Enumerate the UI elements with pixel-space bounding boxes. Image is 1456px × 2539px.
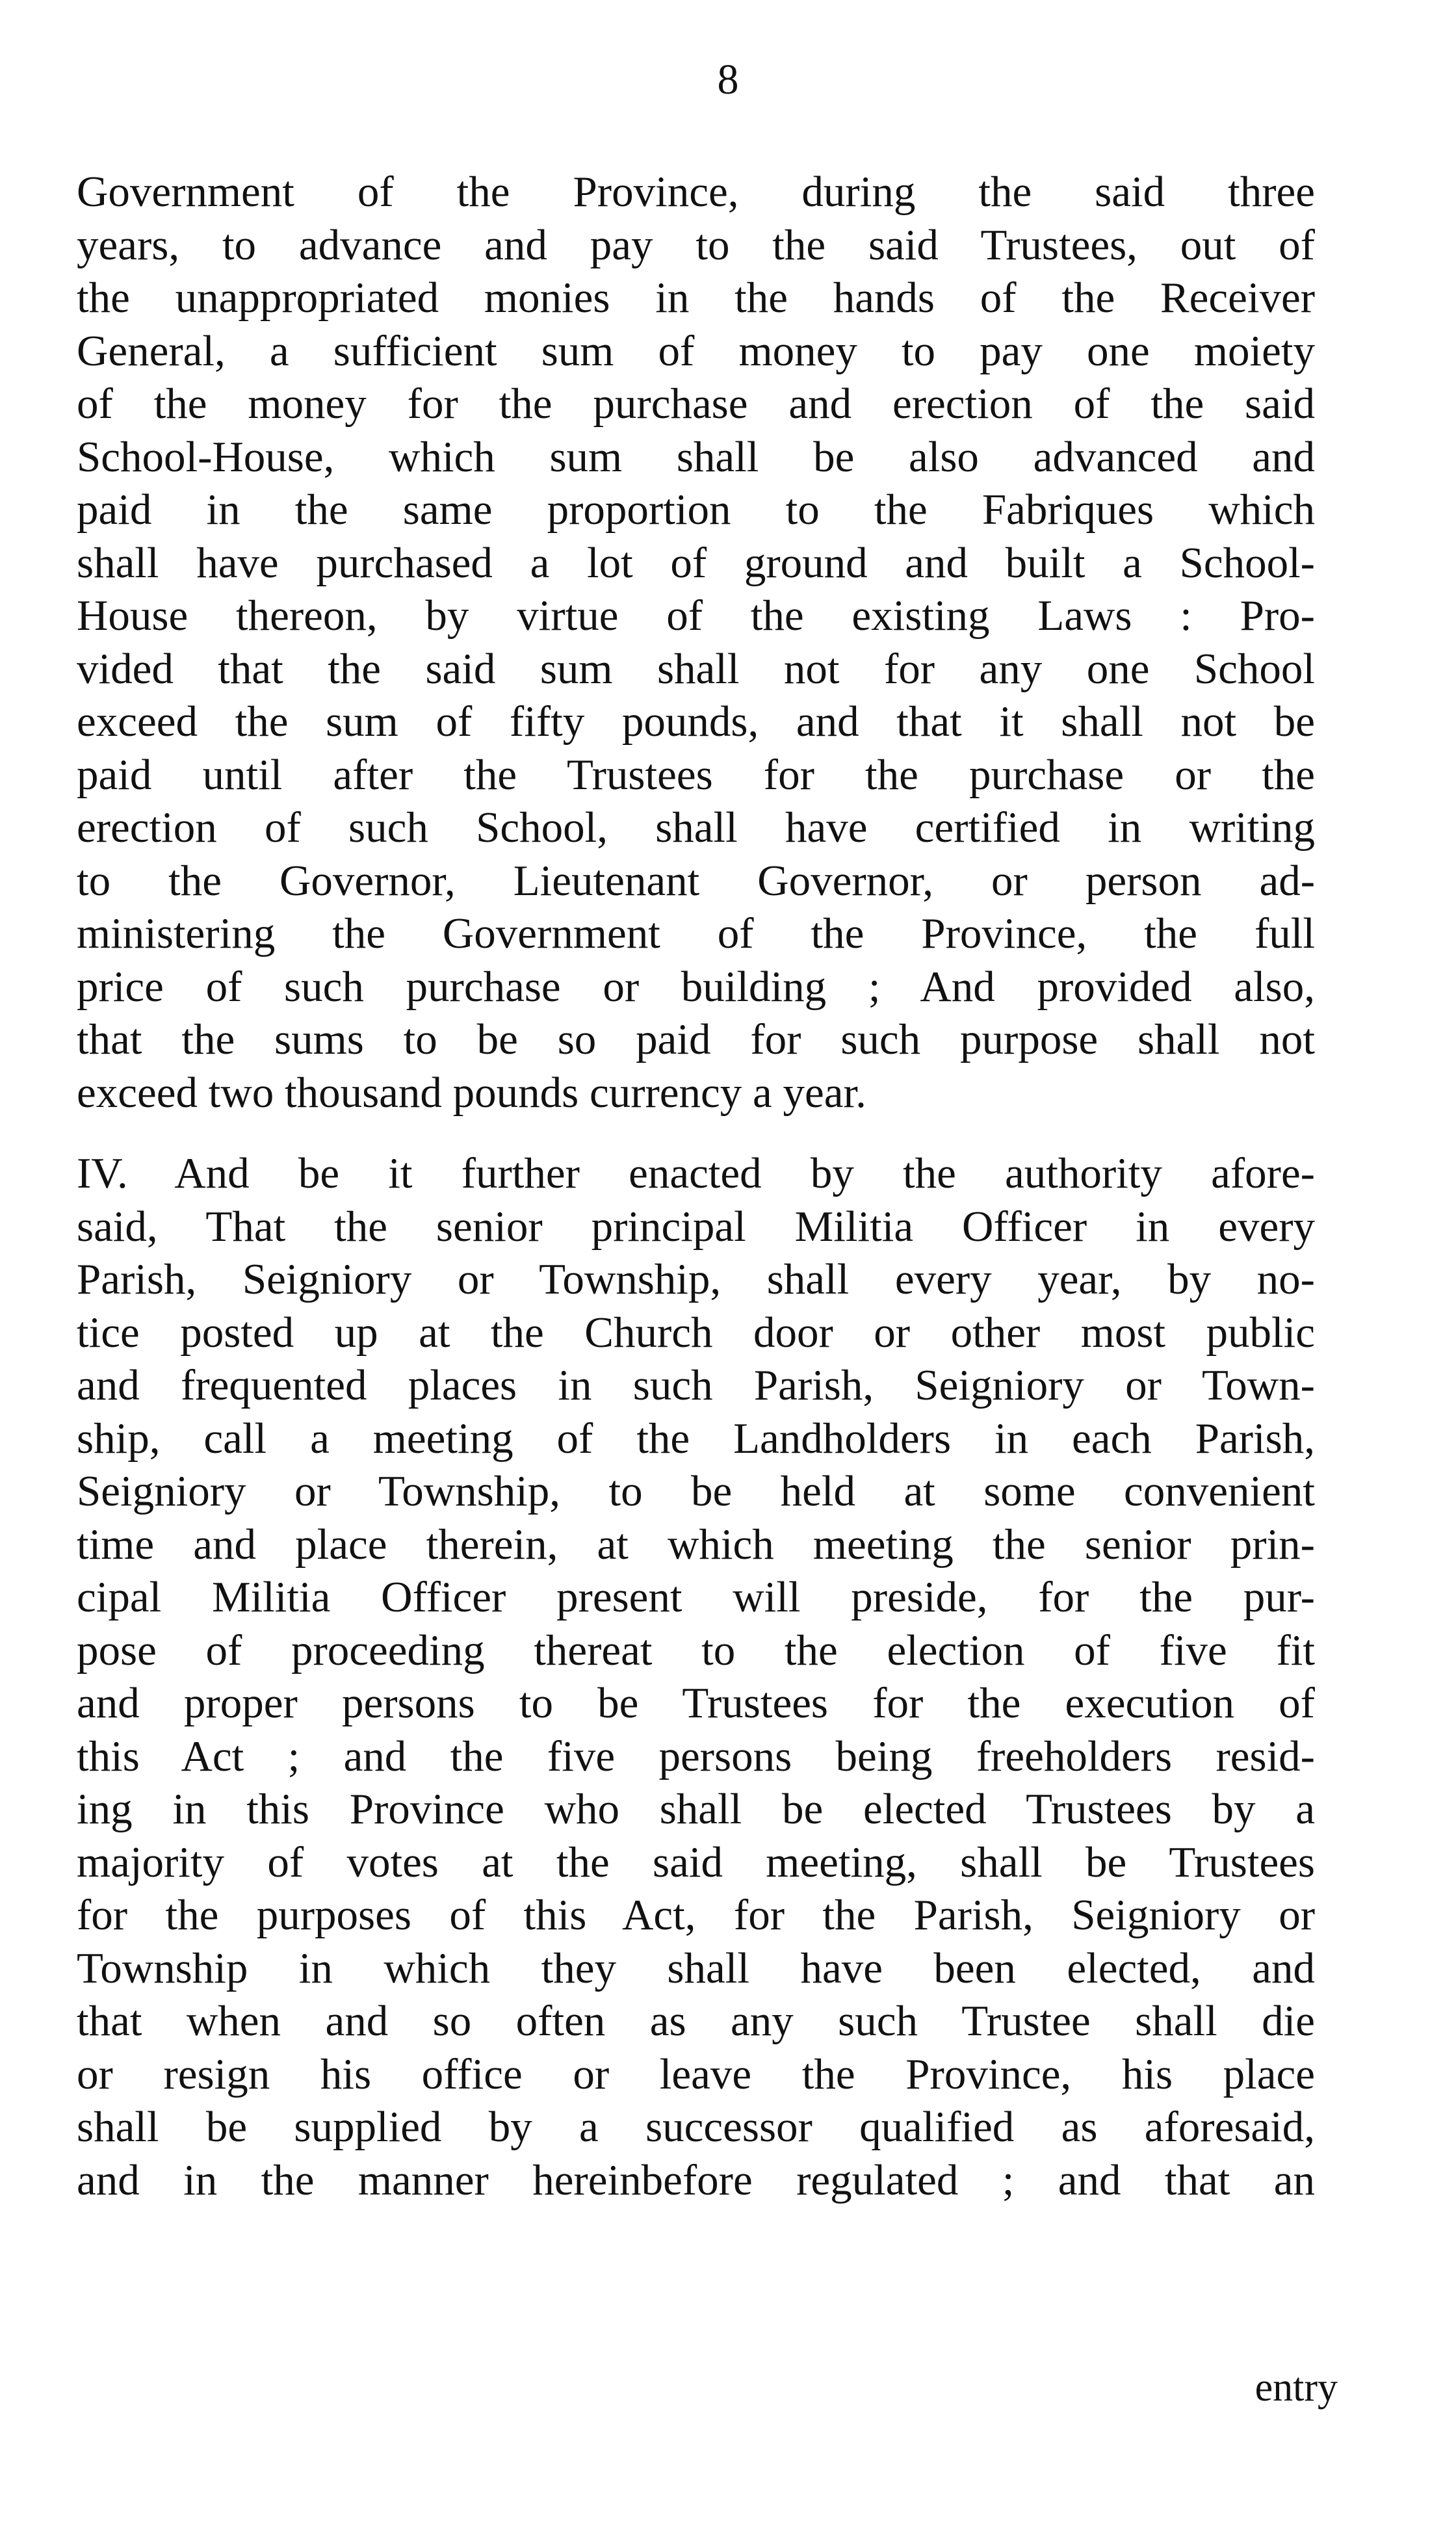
text-line: House thereon, by virtue of the existing Laws : Pro- <box>77 592 1315 640</box>
text-line: of the money for the purchase and erection of the said <box>77 380 1315 428</box>
text-line: tice posted up at the Church door or other most public <box>77 1308 1315 1357</box>
text-line: and frequented places in such Parish, Seigniory or Town- <box>77 1361 1315 1409</box>
text-line: paid until after the Trustees for the purchase or the <box>77 750 1315 799</box>
text-line: that the sums to be so paid for such purpose shall not <box>77 1015 1315 1063</box>
text-line: years, to advance and pay to the said Trustees, out of <box>77 220 1315 269</box>
text-line: School-House, which sum shall be also advanced and <box>77 432 1315 481</box>
text-line: exceed two thousand pounds currency a year. <box>77 1068 866 1117</box>
text-line: ministering the Government of the Province, the full <box>77 909 1315 957</box>
text-line: vided that the said sum shall not for any one School <box>77 644 1315 693</box>
paragraph-1 <box>77 166 1315 1119</box>
text-line: said, That the senior principal Militia Officer in every <box>77 1202 1315 1251</box>
text-line: Parish, Seigniory or Township, shall every year, by no- <box>77 1255 1315 1303</box>
text-line: this Act ; and the five persons being freeholders resid- <box>77 1732 1315 1780</box>
text-line: the unappropriated monies in the hands of the Receiver <box>77 274 1315 322</box>
text-line: time and place therein, at which meeting the senior prin- <box>77 1520 1315 1569</box>
text-line: paid in the same proportion to the Fabriques which <box>77 486 1315 534</box>
text-line: exceed the sum of fifty pounds, and that it shall not be <box>77 697 1315 746</box>
text-line: Seigniory or Township, to be held at some convenient <box>77 1467 1315 1515</box>
text-line: majority of votes at the said meeting, shall be Trustees <box>77 1838 1315 1886</box>
text-line: Government of the Province, during the said three <box>77 168 1315 216</box>
text-line: pose of proceeding thereat to the election of five fit <box>77 1626 1315 1674</box>
text-line: erection of such School, shall have certified in writing <box>77 803 1315 852</box>
catchword: entry <box>1254 2365 1338 2410</box>
text-line: for the purposes of this Act, for the Parish, Seigniory or <box>77 1891 1315 1939</box>
text-line: shall have purchased a lot of ground and built a School- <box>77 538 1315 587</box>
text-line: IV. And be it further enacted by the authority afore- <box>77 1149 1315 1197</box>
paragraph-2 <box>77 1147 1315 2207</box>
text-line: Township in which they shall have been elected, and <box>77 1944 1315 1992</box>
text-line: General, a sufficient sum of money to pay one moiety <box>77 326 1315 375</box>
text-line: ing in this Province who shall be elected Trustees by a <box>77 1785 1315 1833</box>
text-line: shall be supplied by a successor qualified as aforesaid, <box>77 2103 1315 2151</box>
text-line: cipal Militia Officer present will preside, for the pur- <box>77 1573 1315 1621</box>
text-line: or resign his office or leave the Province, his place <box>77 2050 1315 2098</box>
text-line: that when and so often as any such Trustee shall die <box>77 1997 1315 2045</box>
text-line: price of such purchase or building ; And provided also, <box>77 962 1315 1011</box>
text-line: and in the manner hereinbefore regulated ; and that an <box>77 2155 1315 2204</box>
text-line: ship, call a meeting of the Landholders in each Parish, <box>77 1414 1315 1463</box>
text-line: and proper persons to be Trustees for the execution of <box>77 1679 1315 1727</box>
text-line: to the Governor, Lieutenant Governor, or person ad- <box>77 856 1315 905</box>
page-number: 8 <box>717 56 739 103</box>
